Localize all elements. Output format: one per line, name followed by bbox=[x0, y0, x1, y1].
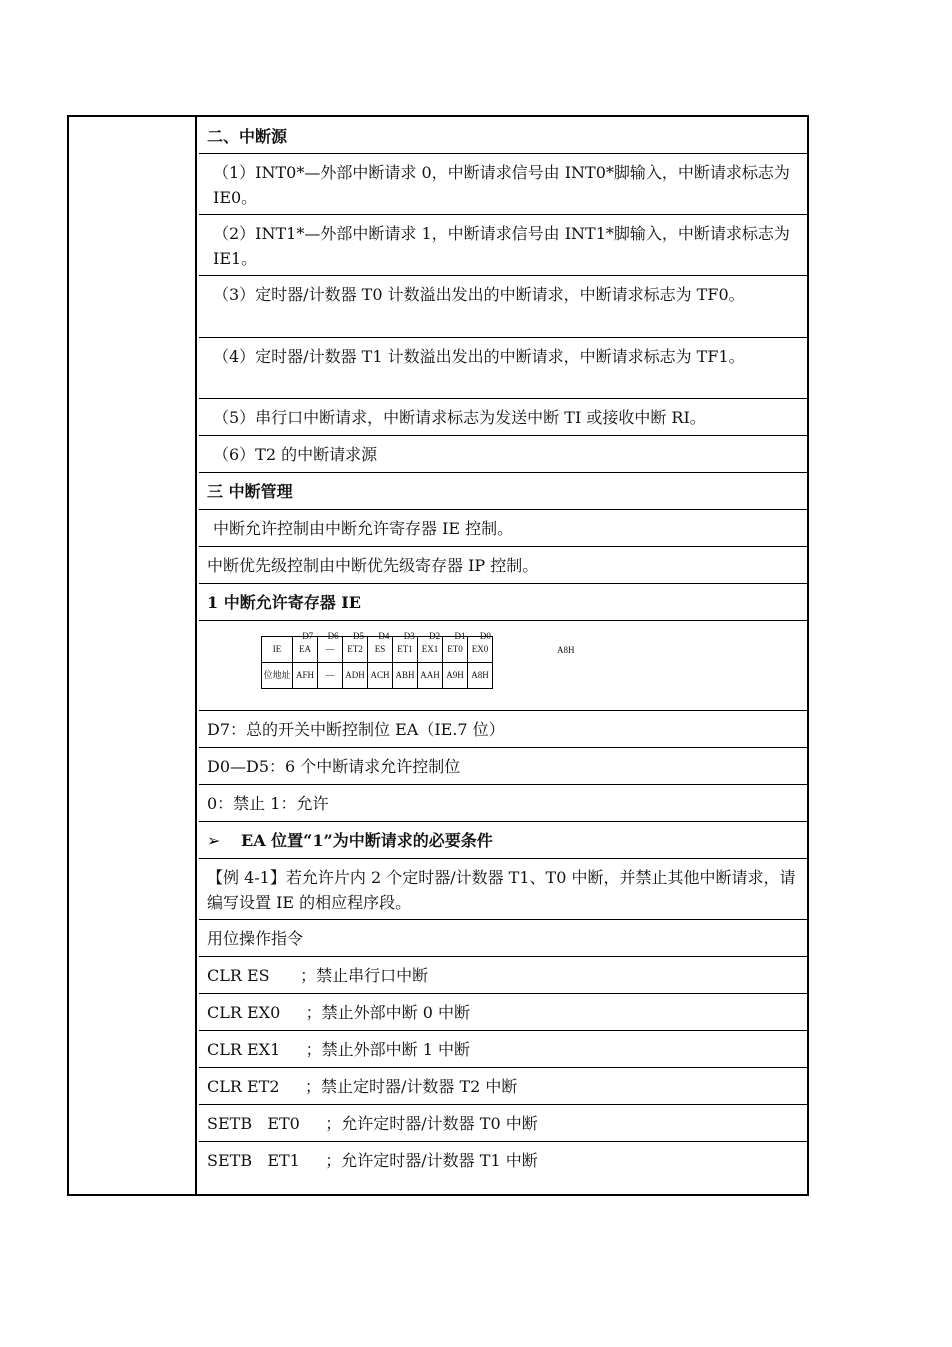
arrow-bullet-icon: ➢ bbox=[207, 831, 221, 850]
register-cell: ADH bbox=[343, 663, 368, 689]
bit-label: D3 bbox=[403, 631, 415, 641]
ie-register-table bbox=[261, 624, 575, 689]
code-line: CLR ET2 ；禁止定时器/计数器 T2 中断 bbox=[199, 1068, 807, 1105]
register-cell: EX0 bbox=[468, 637, 493, 663]
para-example-4-1: 【例 4-1】若允许片内 2 个定时器/计数器 T1、T0 中断，并禁止其他中断请求，请编写设置 IE 的相应程序段。 bbox=[199, 859, 807, 920]
para-d0-d5: D0—D5：6 个中断请求允许控制位 bbox=[199, 748, 807, 785]
para-d7: D7：总的开关中断控制位 EA（IE.7 位） bbox=[199, 711, 807, 748]
para-ie-control: 中断允许控制由中断允许寄存器 IE 控制。 bbox=[199, 510, 807, 547]
para-t1: （4）定时器/计数器 T1 计数溢出发出的中断请求，中断请求标志为 TF1。 bbox=[199, 338, 807, 399]
register-cell: AFH bbox=[293, 663, 318, 689]
bit-label: D1 bbox=[454, 631, 466, 641]
row-label: IE bbox=[262, 637, 293, 663]
para-int1: （2）INT1*—外部中断请求 1，中断请求信号由 INT1*脚输入，中断请求标志为 IE1。 bbox=[199, 215, 807, 276]
row-label: 位地址 bbox=[262, 663, 293, 689]
register-cell: ACH bbox=[368, 663, 393, 689]
para-ip-control: 中断优先级控制由中断优先级寄存器 IP 控制。 bbox=[199, 547, 807, 584]
code-line: CLR EX1 ；禁止外部中断 1 中断 bbox=[199, 1031, 807, 1068]
register-address: A8H bbox=[557, 645, 575, 655]
register-row-bit-address bbox=[262, 663, 493, 689]
para-t2: （6）T2 的中断请求源 bbox=[199, 436, 807, 473]
bit-header bbox=[295, 624, 498, 641]
bit-label: D6 bbox=[327, 631, 339, 641]
register-cell: — bbox=[318, 663, 343, 689]
bit-label: D4 bbox=[378, 631, 390, 641]
register-cell: A9H bbox=[443, 663, 468, 689]
code-line: SETB ET0 ；允许定时器/计数器 T0 中断 bbox=[199, 1105, 807, 1142]
bit-label: D7 bbox=[302, 631, 314, 641]
bit-label: D5 bbox=[352, 631, 364, 641]
bullet-ea-condition: ➢ EA 位置“1”为中断请求的必要条件 bbox=[199, 822, 807, 859]
para-int0: （1）INT0*—外部中断请求 0，中断请求信号由 INT0*脚输入，中断请求标志为 IE0。 bbox=[199, 154, 807, 215]
register-cell: ET1 bbox=[393, 637, 418, 663]
register-cell: AAH bbox=[418, 663, 443, 689]
bit-label: D2 bbox=[429, 631, 441, 641]
register-cell: — bbox=[318, 637, 343, 663]
ie-register-figure bbox=[199, 621, 807, 711]
code-line: CLR EX0 ；禁止外部中断 0 中断 bbox=[199, 994, 807, 1031]
register-cell: ES bbox=[368, 637, 393, 663]
code-line: CLR ES ；禁止串行口中断 bbox=[199, 957, 807, 994]
heading-interrupt-management: 三 中断管理 bbox=[199, 473, 807, 510]
left-column-cell bbox=[69, 117, 197, 1194]
register-row-ie bbox=[262, 637, 493, 663]
register-cell: ET2 bbox=[343, 637, 368, 663]
register-grid bbox=[261, 636, 493, 689]
para-bit-ops: 用位操作指令 bbox=[199, 920, 807, 957]
register-cell: A8H bbox=[468, 663, 493, 689]
bit-label: D0 bbox=[479, 631, 491, 641]
document-table bbox=[67, 115, 809, 1196]
register-cell: ABH bbox=[393, 663, 418, 689]
para-serial: （5）串行口中断请求，中断请求标志为发送中断 TI 或接收中断 RI。 bbox=[199, 399, 807, 436]
code-line: SETB ET1 ；允许定时器/计数器 T1 中断 bbox=[207, 1151, 538, 1170]
para-enable-disable: 0：禁止 1：允许 bbox=[199, 785, 807, 822]
heading-ie-register: 1 中断允许寄存器 IE bbox=[199, 584, 807, 621]
register-cell: EX1 bbox=[418, 637, 443, 663]
heading-interrupt-sources: 二、中断源 bbox=[199, 117, 807, 154]
content-column bbox=[199, 117, 807, 1194]
register-cell: EA bbox=[293, 637, 318, 663]
para-t0: （3）定时器/计数器 T0 计数溢出发出的中断请求，中断请求标志为 TF0。 bbox=[199, 276, 807, 338]
register-cell: ET0 bbox=[443, 637, 468, 663]
